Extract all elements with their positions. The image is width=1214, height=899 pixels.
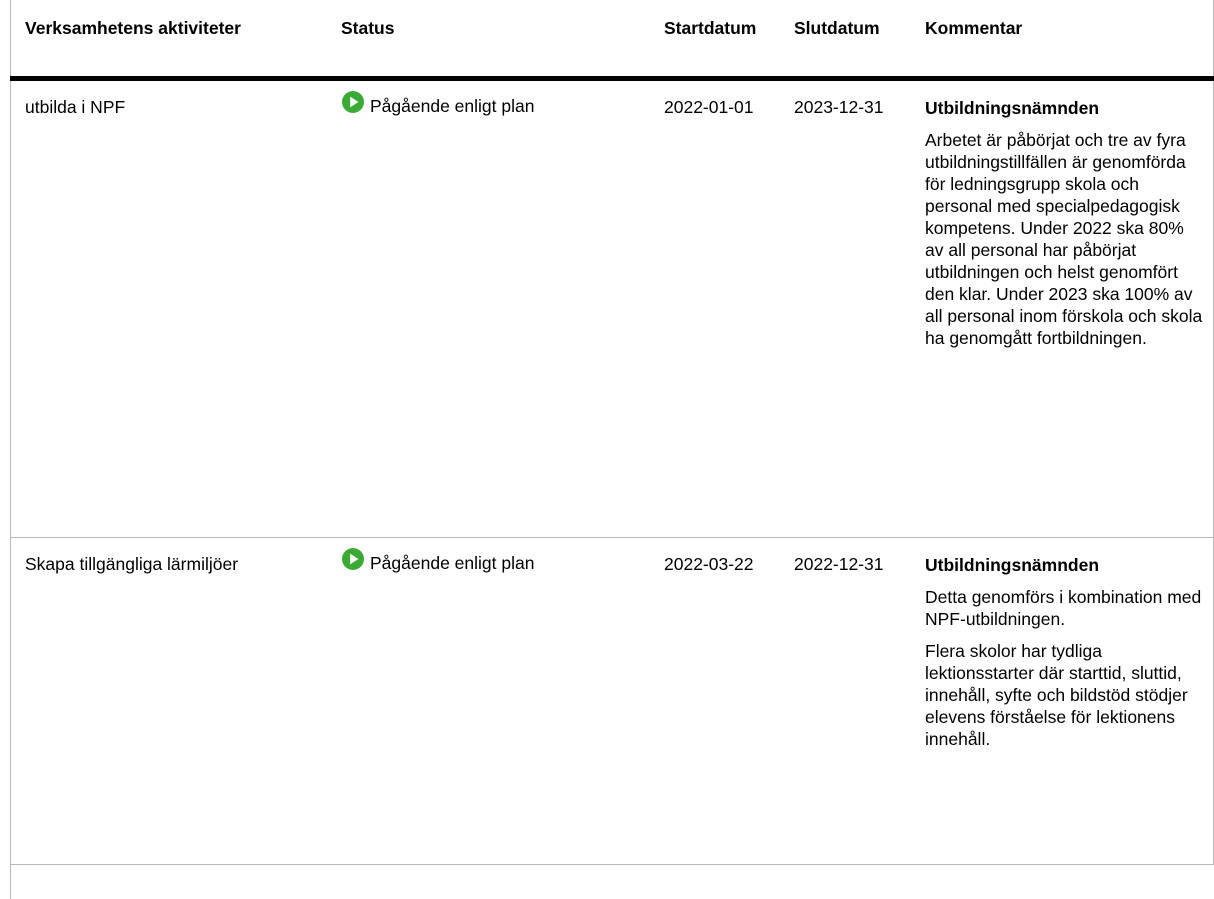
row1-activity: utbilda i NPF [10, 81, 329, 538]
row2-end-date: 2022-12-31 [779, 538, 908, 865]
row2-status [329, 538, 648, 865]
row2-start-date: 2022-03-22 [648, 538, 779, 865]
header-activities: Verksamhetens aktiviteter [10, 0, 329, 81]
report-page [10, 0, 1214, 899]
header-comment: Kommentar [908, 0, 1214, 81]
play-circle-icon [341, 547, 365, 571]
row2-status-label: Pågående enligt plan [370, 553, 535, 573]
row1-comment [908, 81, 1214, 538]
row1-end-date: 2023-12-31 [779, 81, 908, 538]
header-end-date: Slutdatum [779, 0, 908, 81]
row1-comment-author: Utbildningsnämnden [925, 98, 1100, 118]
row2-activity: Skapa tillgängliga lärmiljöer [10, 538, 329, 865]
row2-comment-paragraph-1: Detta genomförs i kombination med NPF-utbildningen. [925, 587, 1202, 629]
header-status: Status [329, 0, 648, 81]
row1-status [329, 81, 648, 538]
row2-comment [908, 538, 1214, 865]
play-circle-icon [341, 90, 365, 114]
activities-table [10, 0, 1214, 865]
header-start-date: Startdatum [648, 0, 779, 81]
row2-comment-paragraph-2: Flera skolor har tydliga lektionsstarter där starttid, sluttid, innehåll, syfte och bildstöd stödjer elevens förståelse för lektionens innehåll. [925, 641, 1188, 749]
row1-status-label: Pågående enligt plan [370, 96, 535, 116]
row1-start-date: 2022-01-01 [648, 81, 779, 538]
row1-comment-paragraph: Arbetet är påbörjat och tre av fyra utbildningstillfällen är genomförda för ledningsgrupp skola och personal med specialpedagogisk kompetens. Under 2022 ska 80% av all personal har påbörjat utbildningen och helst genomfört den klar. Under 2023 ska 100% av all personal inom förskola och skola ha genomgått fortbildningen. [925, 130, 1203, 348]
row2-comment-author: Utbildningsnämnden [925, 555, 1100, 575]
